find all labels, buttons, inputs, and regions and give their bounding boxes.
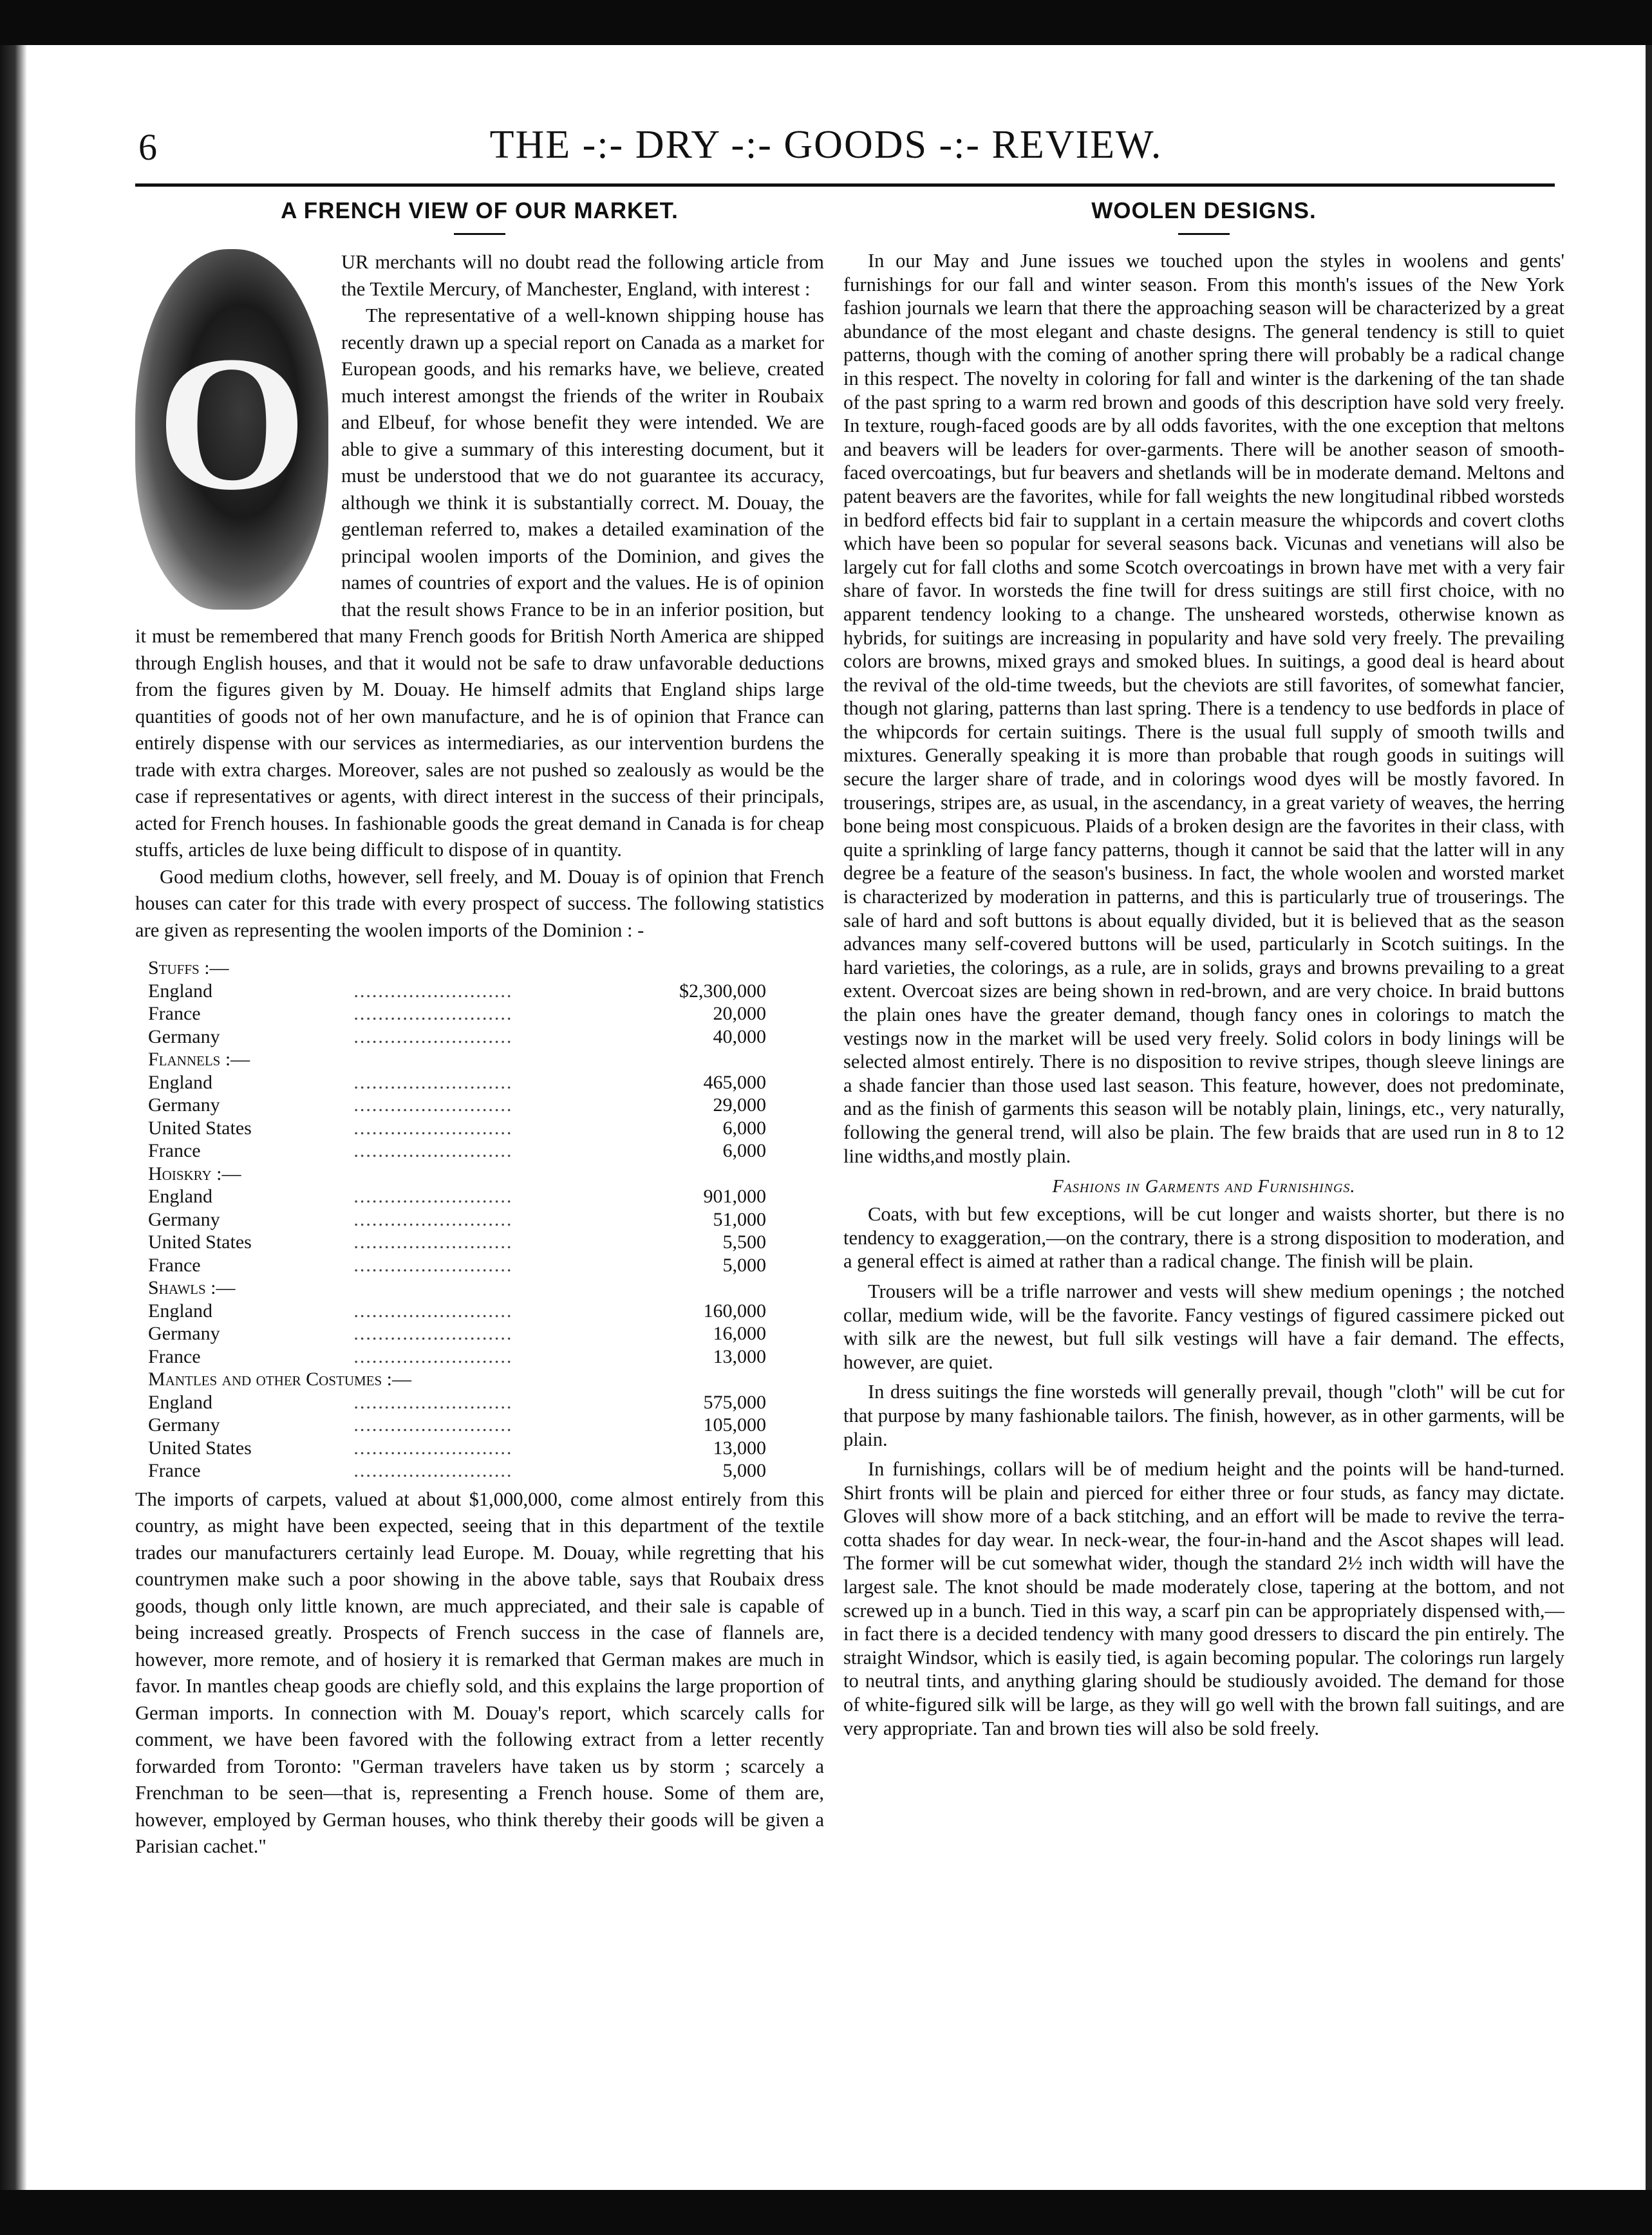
stats-category-row <box>148 1048 766 1071</box>
stats-row <box>148 1414 766 1437</box>
stats-value: 575,000 <box>703 1391 766 1413</box>
leader-dots: .......................... <box>353 1094 513 1116</box>
stats-country: United States <box>148 1437 252 1459</box>
scan-border-right <box>1646 45 1652 2195</box>
stats-value: 6,000 <box>722 1117 766 1139</box>
header-rule <box>135 183 1555 187</box>
leader-dots: .......................... <box>353 1117 513 1139</box>
dropcap-letter: O <box>156 316 307 530</box>
article-intro: UR merchants will no doubt read the following article from the Textile Mercury, of Manchester, England, with interest : <box>341 251 824 300</box>
page-number: 6 <box>138 126 157 168</box>
stats-value: $2,300,000 <box>679 980 766 1002</box>
stats-value: 160,000 <box>703 1300 766 1322</box>
stats-country: Germany <box>148 1414 220 1435</box>
stats-country: England <box>148 1186 212 1207</box>
stats-country: England <box>148 1391 212 1413</box>
stats-country: France <box>148 1460 201 1481</box>
leader-dots: .......................... <box>353 1140 513 1161</box>
scan-border-left <box>0 45 27 2235</box>
stats-row <box>148 980 766 1003</box>
stats-country: Germany <box>148 1208 220 1230</box>
stats-row <box>148 1437 766 1460</box>
stats-row <box>148 1300 766 1323</box>
left-column <box>135 193 824 1860</box>
stats-country: England <box>148 980 212 1002</box>
leader-dots: .......................... <box>353 1300 513 1322</box>
article-title-woolen-designs: WOOLEN DESIGNS. <box>1091 198 1317 223</box>
stats-category: Stuffs :— <box>148 957 229 978</box>
stats-value: 5,000 <box>722 1254 766 1276</box>
section-subheading: Fashions in Garments and Furnishings. <box>1052 1177 1356 1197</box>
stats-country: England <box>148 1300 212 1322</box>
stats-country: United States <box>148 1231 252 1253</box>
stats-row <box>148 1208 766 1231</box>
article-paragraph: Good medium cloths, however, sell freely, and M. Douay is of opinion that French houses can cater for this trade with every prospect of success. The following statistics are given as representing the woolen imports of the Dominion : - <box>135 865 824 941</box>
stats-row <box>148 1002 766 1025</box>
stats-country: France <box>148 1345 201 1367</box>
article-paragraph: Trousers will be a trifle narrower and vests will shew medium openings ; the notched collar, medium wide, will be the favorite. Fancy vestings of figured cassimere picked out with silk are the newest, but full silk vestings will have a fair demand. The effects, however, are quiet. <box>843 1280 1564 1373</box>
stats-value: 13,000 <box>713 1345 766 1367</box>
ornamental-dropcap <box>135 249 328 610</box>
stats-value: 5,500 <box>722 1231 766 1253</box>
stats-value: 51,000 <box>713 1208 766 1230</box>
masthead: THE -:- DRY -:- GOODS -:- REVIEW. <box>489 123 1163 167</box>
leader-dots: .......................... <box>353 1186 513 1207</box>
stats-value: 16,000 <box>713 1323 766 1344</box>
article-title-french-view: A FRENCH VIEW OF OUR MARKET. <box>281 198 679 223</box>
stats-value: 465,000 <box>703 1071 766 1093</box>
leader-dots: .......................... <box>353 1071 513 1093</box>
article-paragraph: In dress suitings the fine worsteds will generally prevail, though "cloth" will be cut for that purpose by many fashionable tailors. The finish, however, as in other garments, will be plain. <box>843 1381 1564 1450</box>
stats-category: Shawls :— <box>148 1277 236 1298</box>
stats-value: 5,000 <box>722 1460 766 1481</box>
stats-value: 901,000 <box>703 1186 766 1207</box>
stats-category-row <box>148 957 766 980</box>
stats-country: France <box>148 1254 201 1276</box>
article-paragraph: The imports of carpets, valued at about $1,000,000, come almost entirely from this country, as might have been expected, seeing that in this department of the textile trades our manufacturers certainly lead Europe. M. Douay, while regretting that his countrymen make such a poor showing in the above table, says that Roubaix dress goods, though only little known, are much appreciated, and their sale is capable of being increased greatly. Prospects of French success in the case of flannels are, however, more remote, and of hosiery it is remarked that German makes are much in favor. In mantles cheap goods are chiefly sold, and this explains the large proportion of German imports. In connection with M. Douay's report, which scarcely calls for comment, we have been favored with the following extract from a letter recently forwarded from Toronto: "German travelers have taken us by storm ; scarcely a Frenchman to be seen—that is, representing a French house. Some of them are, however, employed by German houses, who think thereby their goods will be given a Parisian cachet." <box>135 1488 824 1857</box>
title-divider <box>1178 233 1230 235</box>
stats-row <box>148 1459 766 1482</box>
stats-row <box>148 1391 766 1414</box>
stats-country: Germany <box>148 1025 220 1047</box>
stats-category-row <box>148 1276 766 1300</box>
leader-dots: .......................... <box>353 1025 513 1047</box>
stats-value: 13,000 <box>713 1437 766 1459</box>
stats-row <box>148 1345 766 1369</box>
stats-row <box>148 1231 766 1254</box>
leader-dots: .......................... <box>353 1208 513 1230</box>
right-column <box>843 193 1564 1740</box>
leader-dots: .......................... <box>353 1231 513 1253</box>
leader-dots: .......................... <box>353 1345 513 1367</box>
leader-dots: .......................... <box>353 1323 513 1344</box>
leader-dots: .......................... <box>353 1414 513 1435</box>
stats-category-row <box>148 1368 766 1391</box>
leader-dots: .......................... <box>353 1437 513 1459</box>
stats-category: Flannels :— <box>148 1049 250 1070</box>
leader-dots: .......................... <box>353 1460 513 1481</box>
stats-row <box>148 1139 766 1163</box>
scan-border-top <box>0 0 1652 45</box>
leader-dots: .......................... <box>353 1254 513 1276</box>
stats-row <box>148 1117 766 1140</box>
leader-dots: .......................... <box>353 1003 513 1024</box>
stats-row <box>148 1025 766 1049</box>
article-paragraph: Coats, with but few exceptions, will be cut longer and waists shorter, but there is no tendency to exaggeration,—on the contrary, there is a strong disposition to moderation, and a general effect is aimed at rather than a radical change. The finish will be plain. <box>843 1203 1564 1273</box>
article-paragraph: In furnishings, collars will be of medium height and the points will be hand-turned. Shirt fronts will be plain and pierced for either three or four studs, as fancy may dictate. Gloves will show more of a back stitching, and an effort will be made to revive the terra-cotta shades for day wear. In neck-wear, the four-in-hand and the Ascot shapes will lead. The former will be cut somewhat wider, though the standard 2½ inch width will have the largest sale. The knot should be made moderately close, tapering at the bottom, and not screwed up in a bunch. Tied in this way, a scarf pin can be appropriately dispensed with,—in fact there is a decided tendency with many good dressers to discard the pin entirely. The straight Windsor, which is easily tied, is again becoming popular. The colorings run largely to neutral tints, and anything glaring should be studiously avoided. The demand for those of white-figured silk will be large, as they will go well with the brown fall suitings, and are very appropriate. Tan and brown ties will also be sold freely. <box>843 1458 1564 1739</box>
stats-value: 20,000 <box>713 1003 766 1024</box>
article-paragraph: In our May and June issues we touched upon the styles in woolens and gents' furnishings for our fall and winter season. From this month's issues of the New York fashion journals we learn that there the approaching season will be characterized by a great abundance of the most elegant and chaste designs. The general tendency is still to quiet patterns, though with the coming of another spring there will probably be a radical change in this respect. The novelty in coloring for fall and winter is the darkening of the tan shade of the past spring to a warm red brown and goods of this description have sold very freely. In texture, rough-faced goods are by all odds favorites, with the one exception that meltons and beavers will be leaders for over-garments. There will be another season of smooth-faced overcoatings, but fur beavers and shetlands will be in moderate demand. Meltons and patent beavers are the favorites, while for fall weights the new longitudinal ribbed worsteds in bedford effects bid fair to supplant in a certain measure the whipcords and covert cloths which have been so popular for several seasons back. Vicunas and venetians will also be largely cut for fall cloths and some Scotch overcoatings in brown have met with a very fair share of favor. In worsteds the fine twill for dress suitings are still first choice, with no apparent tendency looking to a change. The unsheared worsteds, otherwise known as hybrids, for suitings are increasing in popularity and have sold very freely. The prevailing colors are browns, mixed grays and smoked blues. In suitings, a good deal is heard about the revival of the old-time tweeds, but the cheviots are still favorites, of somewhat fancier, though not glaring, patterns than last spring. There is a tendency to use bedfords in place of the whipcords for certain suitings. There is the usual full supply of smooth twills and mixtures. Generally speaking it is more than probable that rough goods in suitings will secure the larger share of trade, and in colorings wood dyes will be mostly favored. In trouserings, stripes are, as usual, in the ascendancy, in a great variety of weaves, the herring bone being most conspicuous. Plaids of a broken design are the favorites in their class, with quite a sprinkling of large fancy patterns, though it cannot be said that the latter will in any degree be a feature of the season's business. In fact, the whole woolen and worsted market is characterized by moderation in patterns, and this is particularly true of trouserings. The sale of hard and soft buttons is about equally divided, but it is believed that as the season advances many self-covered buttons will be used, particularly in Scotch suitings. In the hard varieties, the colorings, as a rule, are in solids, grays and browns prevailing to a great extent. Overcoat sizes are being shown in red-brown, and are very choice. In braid buttons the plain ones have the greater demand, though fancy ones in colorings to match the vestings now in the market will be used very freely. Solid colors in body linings will be selected almost entirely. There is no disposition to revive stripes, though sleeve linings are a shade fancier than those used last season. This feature, however, does not predominate, and as the finish of garments this season will be notably plain, linings, etc., very naturally, following the general trend, will also be plain. The few braids that are used run in 8 to 12 line widths,and mostly plain. <box>843 250 1564 1167</box>
stats-category: Hoiskry :— <box>148 1163 241 1184</box>
woolen-imports-table <box>148 957 766 1482</box>
stats-country: France <box>148 1140 201 1161</box>
title-divider <box>454 233 505 235</box>
stats-country: United States <box>148 1117 252 1139</box>
stats-row <box>148 1322 766 1345</box>
article-paragraph: The representative of a well-known shipping house has recently drawn up a special report on Canada as a market for European goods, and his remarks have, we believe, created much interest amongst the friends of the writer in Roubaix and Elbeuf, for whose benefit they were intended. We are able to give a summary of this interesting document, but it must be understood that we do not guarantee its accuracy, although we think it is substantially correct. M. Douay, the gentleman referred to, makes a detailed examination of the principal woolen imports of the Dominion, and gives the names of countries of export and the values. He is of opinion that the result shows France to be in an inferior position, but it must be remembered that many French goods for British North America are shipped through English houses, and that it would not be safe to draw unfavorable deductions from the figures given by M. Douay. He himself admits that England ships large quantities of goods not of her own manufacture, and he is of opinion that France can entirely dispense with our services as intermediaries, as our intervention burdens the trade with extra charges. Moreover, sales are not pushed so zealously as would be the case if representatives or agents, with direct interest in the success of their principals, acted for French houses. In fashionable goods the great demand in Canada is for cheap stuffs, articles de luxe being difficult to dispose of in quantity. <box>135 304 824 861</box>
stats-row <box>148 1185 766 1208</box>
stats-row <box>148 1071 766 1094</box>
stats-row <box>148 1254 766 1277</box>
stats-value: 105,000 <box>703 1414 766 1435</box>
stats-country: England <box>148 1071 212 1093</box>
leader-dots: .......................... <box>353 1391 513 1413</box>
stats-country: France <box>148 1003 201 1024</box>
scan-border-bottom <box>0 2190 1652 2235</box>
stats-value: 6,000 <box>722 1140 766 1161</box>
stats-value: 29,000 <box>713 1094 766 1116</box>
stats-category: Mantles and other Costumes :— <box>148 1369 412 1390</box>
stats-value: 40,000 <box>713 1025 766 1047</box>
stats-category-row <box>148 1163 766 1186</box>
stats-row <box>148 1094 766 1117</box>
stats-country: Germany <box>148 1323 220 1344</box>
leader-dots: .......................... <box>353 980 513 1002</box>
stats-country: Germany <box>148 1094 220 1116</box>
